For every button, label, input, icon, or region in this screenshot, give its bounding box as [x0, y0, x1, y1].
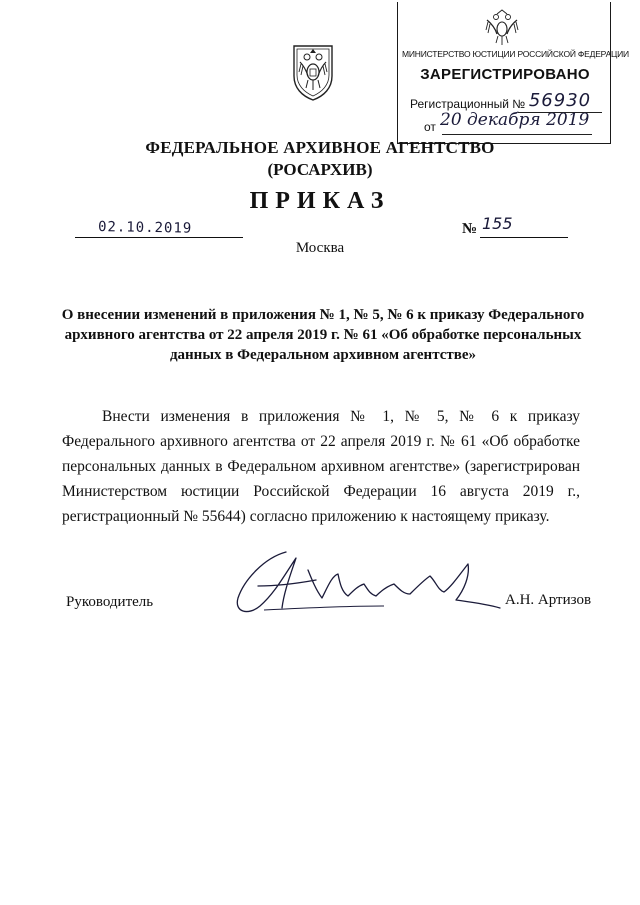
stamp-date-label: от	[424, 120, 436, 134]
agency-name: ФЕДЕРАЛЬНОЕ АРХИВНОЕ АГЕНТСТВО	[145, 138, 495, 157]
handwritten-signature	[224, 546, 504, 626]
city: Москва	[295, 240, 345, 256]
stamp-date-value: 20 декабря 2019	[440, 110, 590, 130]
registration-stamp	[397, 2, 629, 144]
stamp-date-underline	[442, 134, 592, 135]
stamp-reg-number-label: Регистрационный №	[410, 97, 526, 111]
order-subject: О внесении изменений в приложения № 1, № 5, № 6 к приказу Федерального архивного агентства от 22 апреля 2019 г. № 61 «Об обработке персональных данных в Федеральном архивном агентстве»	[61, 307, 585, 363]
signatory-role: Руководитель	[66, 594, 154, 610]
stamp-emblem-icon	[484, 8, 520, 46]
stamp-ministry-label: МИНИСТЕРСТВО ЮСТИЦИИ РОССИЙСКОЙ ФЕДЕРАЦИИ	[402, 49, 629, 59]
order-date-underline	[75, 237, 243, 238]
order-number-underline	[480, 237, 568, 238]
coat-of-arms-emblem	[288, 42, 338, 102]
order-date: 02.10.2019	[97, 219, 193, 237]
order-number-label: №	[462, 221, 478, 237]
order-number-value: 155	[482, 214, 513, 233]
agency-short-name: (РОСАРХИВ)	[267, 160, 373, 179]
document-type-title: ПРИКАЗ	[249, 188, 391, 214]
stamp-status: ЗАРЕГИСТРИРОВАНО	[420, 66, 590, 83]
signatory-name: А.Н. Артизов	[505, 592, 592, 608]
order-body-text: Внести изменения в приложения № 1, № 5, № 6 к приказу Федерального архивного агентства от 22 апреля 2019 г. № 61 «Об обработке персональных данных в Федеральном архивном агентстве» (зарегистрирован Министерством юстиции Российской Федерации 16 августа 2019 г., регистрационный № 55644) согласно приложению к настоящему приказу.	[62, 408, 580, 525]
stamp-reg-number-value: 56930	[528, 90, 592, 111]
